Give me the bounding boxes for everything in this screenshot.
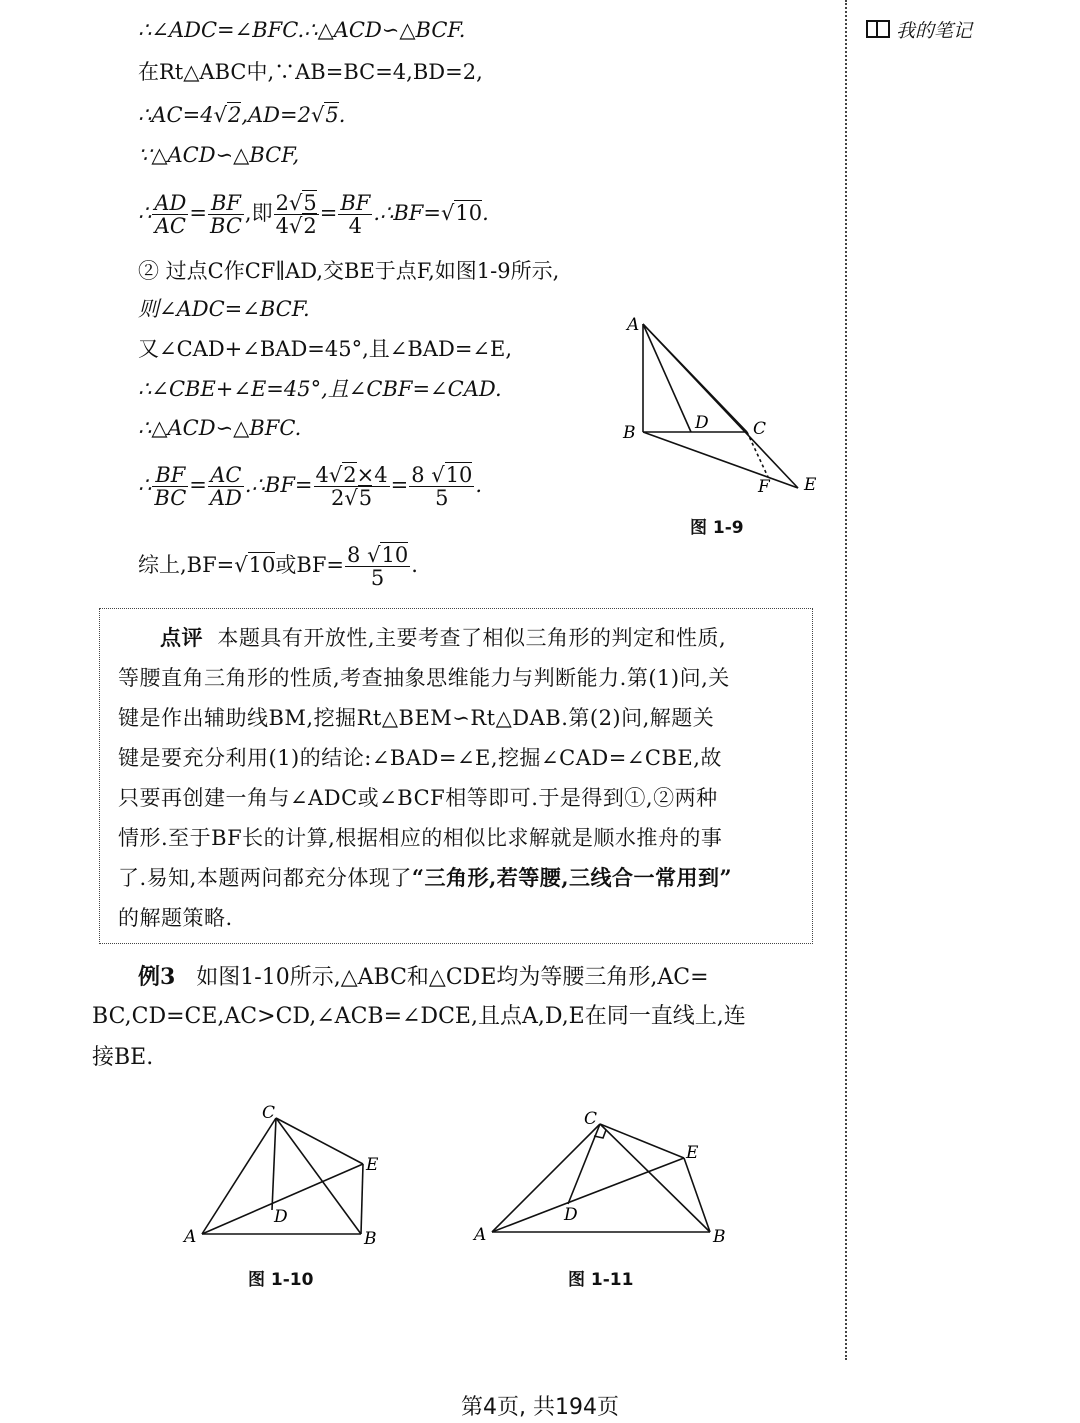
label-f: F <box>758 477 770 497</box>
radicand: 5 <box>325 103 339 127</box>
coef: 8 <box>411 463 425 487</box>
notes-header <box>866 16 972 43</box>
solution-line-3: ∴AC=4√2,AD=2√5. <box>138 103 346 127</box>
solution-line-6: ② 过点C作CF∥AD,交BE于点F,如图1-9所示, <box>138 259 560 283</box>
denominator: BC <box>210 214 242 238</box>
solution-line-10: ∴△ACD∽△BFC. <box>138 416 302 440</box>
segment-cd <box>272 1118 276 1210</box>
comment-box <box>99 608 813 944</box>
text: . <box>411 553 418 577</box>
text: .∴BF= <box>244 473 313 497</box>
coef: 2 <box>275 191 289 215</box>
comment-line-7 <box>118 859 802 897</box>
caption-fig-1-11: 图 1-11 <box>568 1270 634 1290</box>
comment-line-4: 键是要充分利用(1)的结论:∠BAD=∠E,挖掘∠CAD=∠CBE,故 <box>118 746 722 770</box>
coef: 4 <box>315 463 329 487</box>
segment-eb <box>684 1158 710 1232</box>
label-d: D <box>274 1207 288 1227</box>
equals: = <box>189 201 207 225</box>
fraction <box>152 464 188 509</box>
coef: 2 <box>331 486 345 510</box>
label-d: D <box>695 413 709 433</box>
caption-fig-1-10: 图 1-10 <box>248 1270 314 1290</box>
label-b: B <box>364 1229 377 1249</box>
coef: 8 <box>347 543 361 567</box>
fraction <box>152 192 188 237</box>
segment-be <box>643 432 798 488</box>
segment-eb <box>361 1164 363 1234</box>
solution-line-11 <box>138 460 482 510</box>
example-line-1 <box>138 962 709 993</box>
fraction <box>208 464 244 509</box>
segment-ae <box>643 324 798 488</box>
fraction: $\frac{2√5}{4√2}$ <box>275 191 317 238</box>
numerator: AC <box>208 464 244 487</box>
fraction: $\frac{4√2\times 4}{2√5}$ <box>315 463 388 510</box>
label-d: D <box>564 1205 578 1225</box>
label-c: C <box>584 1109 598 1129</box>
label-e: E <box>366 1155 379 1175</box>
text: ,即 <box>244 201 273 225</box>
segment-cb <box>276 1118 361 1234</box>
figure-1-10 <box>180 1100 400 1250</box>
solution-line-9: ∴∠CBE+∠E=45°,且∠CBF=∠CAD. <box>138 377 502 401</box>
solution-line-2: 在Rt△ABC中,∵AB=BC=4,BD=2, <box>138 60 483 84</box>
comment-line-8: 的解题策略. <box>118 906 233 930</box>
therefore: ∴ <box>138 473 152 497</box>
comment-line-5: 只要再创建一角与∠ADC或∠BCF相等即可.于是得到①,②两种 <box>118 786 718 810</box>
text: 如图1-10所示,△ABC和△CDE均为等腰三角形,AC= <box>196 965 709 990</box>
text: ×4 <box>356 463 388 487</box>
denominator: 5 <box>435 486 449 510</box>
page-footer: 第4页, 共194页 <box>461 1395 619 1420</box>
label-c: C <box>753 419 767 439</box>
solution-line-7: 则∠ADC=∠BCF. <box>138 297 310 321</box>
text: 综上,BF= <box>138 553 235 577</box>
segment-ac <box>492 1124 600 1232</box>
solution-line-5: ∴ $\frac{AD}{AC}$ = $\frac{BF}{BC}$ ,即 $\frac{2√5}{4√2}$ = $\frac{BF}{4}$ .∴BF=√10. <box>138 191 489 238</box>
text: . <box>338 103 346 127</box>
radicand: 5 <box>358 486 373 510</box>
text: 或BF= <box>275 553 345 577</box>
solution-line-4: ∵△ACD∽△BCF, <box>138 143 300 167</box>
therefore: ∴ <box>138 201 152 225</box>
label-a: A <box>184 1227 197 1247</box>
comment-line-6: 情形.至于BF长的计算,根据相应的相似比求解就是顺水推舟的事 <box>118 826 723 850</box>
caption-fig-1-9: 图 1-9 <box>690 518 744 538</box>
numerator: BF <box>340 191 371 215</box>
coef: 4 <box>275 214 289 238</box>
radicand: 10 <box>445 463 473 487</box>
emphasis: “三角形,若等腰,三线合一常用到” <box>411 865 733 890</box>
denominator: 4 <box>348 214 363 238</box>
example-title: 例3 <box>138 964 176 990</box>
text: 了.易知,本题两问都充分体现了 <box>118 866 412 890</box>
book-icon <box>866 20 890 38</box>
notes-label: 我的笔记 <box>896 20 973 42</box>
radicand: 2 <box>303 214 317 238</box>
comment-line-2: 等腰直角三角形的性质,考查抽象思维能力与判断能力.第(1)问,关 <box>118 666 730 690</box>
label-e: E <box>804 475 817 495</box>
denominator: 5 <box>370 566 385 590</box>
label-a: A <box>627 315 640 335</box>
segment-ad <box>643 324 691 432</box>
radicand: 10 <box>248 553 276 577</box>
comment-line-1 <box>160 619 802 657</box>
segment-ae <box>492 1158 684 1232</box>
segment-ce <box>600 1124 684 1158</box>
fraction: $\frac{8 √10}{5}$ <box>347 543 409 590</box>
radicand: 2 <box>343 463 357 487</box>
label-a: A <box>474 1225 487 1245</box>
text: . <box>482 201 489 225</box>
example-line-3: 接BE. <box>92 1045 154 1070</box>
numerator: AD <box>154 191 187 215</box>
text: . <box>475 473 483 497</box>
radicand: 10 <box>381 543 409 567</box>
label-b: B <box>623 423 636 443</box>
segment-cb <box>600 1124 710 1232</box>
text: 本题具有开放性,主要考查了相似三角形的判定和性质, <box>217 626 727 650</box>
equals: = <box>390 473 409 497</box>
label-b: B <box>713 1227 726 1247</box>
segment-ce <box>276 1118 363 1164</box>
equals: = <box>319 201 338 225</box>
notes-divider <box>845 0 847 1360</box>
numerator: BF <box>152 464 188 487</box>
denominator: BC <box>154 486 187 510</box>
numerator: BF <box>208 192 244 215</box>
comment-title: 点评 <box>160 625 203 650</box>
text: ∴AC=4 <box>138 103 214 127</box>
example-line-2: BC,CD=CE,AC>CD,∠ACB=∠DCE,且点A,D,E在同一直线上,连 <box>92 1004 746 1029</box>
radicand: 5 <box>303 191 317 215</box>
fraction <box>208 192 244 237</box>
solution-line-1: ∴∠ADC=∠BFC.∴△ACD∽△BCF. <box>138 18 466 42</box>
solution-line-8: 又∠CAD+∠BAD=45°,且∠BAD=∠E, <box>138 337 513 361</box>
solution-line-12: 综上,BF=√10或BF= $\frac{8 √10}{5}$ . <box>138 543 418 590</box>
radicand: 10 <box>455 201 483 225</box>
figure-1-9 <box>615 310 830 510</box>
equals: = <box>189 473 207 497</box>
radicand: 2 <box>227 103 242 127</box>
label-c: C <box>262 1103 276 1123</box>
denominator: AD <box>209 486 242 510</box>
fraction <box>338 192 372 237</box>
comment-line-3: 键是作出辅助线BM,挖掘Rt△BEM∽Rt△DAB.第(2)问,解题关 <box>118 706 715 730</box>
label-e: E <box>686 1143 699 1163</box>
fraction: $\frac{8 √10}{5}$ <box>411 463 473 510</box>
figure-1-11 <box>470 1100 740 1250</box>
segment-ac <box>202 1118 276 1234</box>
text: ,AD=2 <box>241 103 311 127</box>
denominator: AC <box>154 214 186 238</box>
text: .∴BF= <box>373 201 441 225</box>
